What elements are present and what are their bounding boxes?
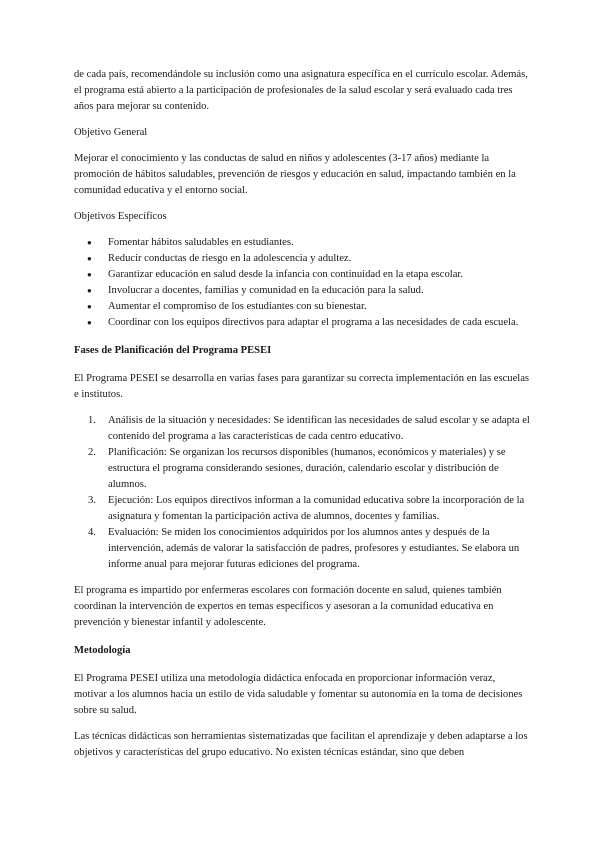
fases-closing: El programa es impartido por enfermeras escolares con formación docente en salud, quienes también coordinan la intervención de expertos en temas específicos y asesoran a la comunidad educativa en prevención y bienestar infantil y adolescente. <box>74 585 502 628</box>
list-item: ● Reducir conductas de riesgo en la adolescencia y adultez. <box>74 251 530 267</box>
list-item <box>74 493 530 525</box>
list-item: ● Aumentar el compromiso de los estudiantes con su bienestar. <box>74 299 530 315</box>
list-number: 3. <box>88 495 96 506</box>
metodologia-heading: Metodología <box>74 645 131 656</box>
list-item-text: Evaluación: Se miden los conocimientos adquiridos por los alumnos antes y después de la intervención, además de valorar la satisfacción de padres, profesores y estudiantes. Se elabora un informe anual para mejorar futuras ediciones del programa. <box>108 527 520 570</box>
metodologia-paragraph-1: El Programa PESEI utiliza una metodología didáctica enfocada en proporcionar información veraz, motivar a los alumnos hacia un estilo de vida saludable y fomentar su autonomía en la toma de decisiones sobre su salud. <box>74 673 523 716</box>
list-item-text: Análisis de la situación y necesidades: Se identifican las necesidades de salud escolar y se adapta el contenido del programa a las características de cada centro educativo. <box>108 415 530 442</box>
list-item: ● Coordinar con los equipos directivos para adaptar el programa a las necesidades de cada escuela. <box>74 315 530 331</box>
document-page <box>74 67 530 761</box>
intro-paragraph: de cada país, recomendándole su inclusión como una asignatura específica en el currículo escolar. Además, el programa está abierto a la participación de profesionales de la salud escolar y será evaluado cada tres años para mejorar su contenido. <box>74 69 528 112</box>
fases-heading: Fases de Planificación del Programa PESEI <box>74 345 272 356</box>
list-number: 2. <box>88 447 96 458</box>
list-item <box>74 445 530 493</box>
objetivo-general-heading: Objetivo General <box>74 127 148 138</box>
list-number: 1. <box>88 415 96 426</box>
list-item: ● Involucrar a docentes, familias y comunidad en la educación para la salud. <box>74 283 530 299</box>
fases-list <box>74 413 530 573</box>
objetivos-especificos-list <box>74 235 530 331</box>
list-item-text: Planificación: Se organizan los recursos disponibles (humanos, económicos y materiales) y se estructura el programa considerando sesiones, duración, calendario escolar y distribución de alumnos. <box>108 447 506 490</box>
fases-intro: El Programa PESEI se desarrolla en varias fases para garantizar su correcta implementación en las escuelas e institutos. <box>74 373 530 400</box>
list-item: ● Fomentar hábitos saludables en estudiantes. <box>74 235 530 251</box>
list-item: ● Garantizar educación en salud desde la infancia con continuidad en la etapa escolar. <box>74 267 530 283</box>
list-item-text: Ejecución: Los equipos directivos informan a la comunidad educativa sobre la incorporación de la asignatura y fomentan la participación activa de alumnos, docentes y familias. <box>108 495 525 522</box>
metodologia-paragraph-2: Las técnicas didácticas son herramientas sistematizadas que facilitan el aprendizaje y deben adaptarse a los objetivos y características del grupo educativo. No existen técnicas estándar, sino que deben <box>74 731 528 758</box>
list-item <box>74 413 530 445</box>
list-number: 4. <box>88 527 96 538</box>
objetivos-especificos-heading: Objetivos Específicos <box>74 211 167 222</box>
list-item <box>74 525 530 573</box>
objetivo-general-text: Mejorar el conocimiento y las conductas de salud en niños y adolescentes (3-17 años) mediante la promoción de hábitos saludables, prevención de riesgos y educación en salud, impactando también en la comunidad educativa y el entorno social. <box>74 153 516 196</box>
